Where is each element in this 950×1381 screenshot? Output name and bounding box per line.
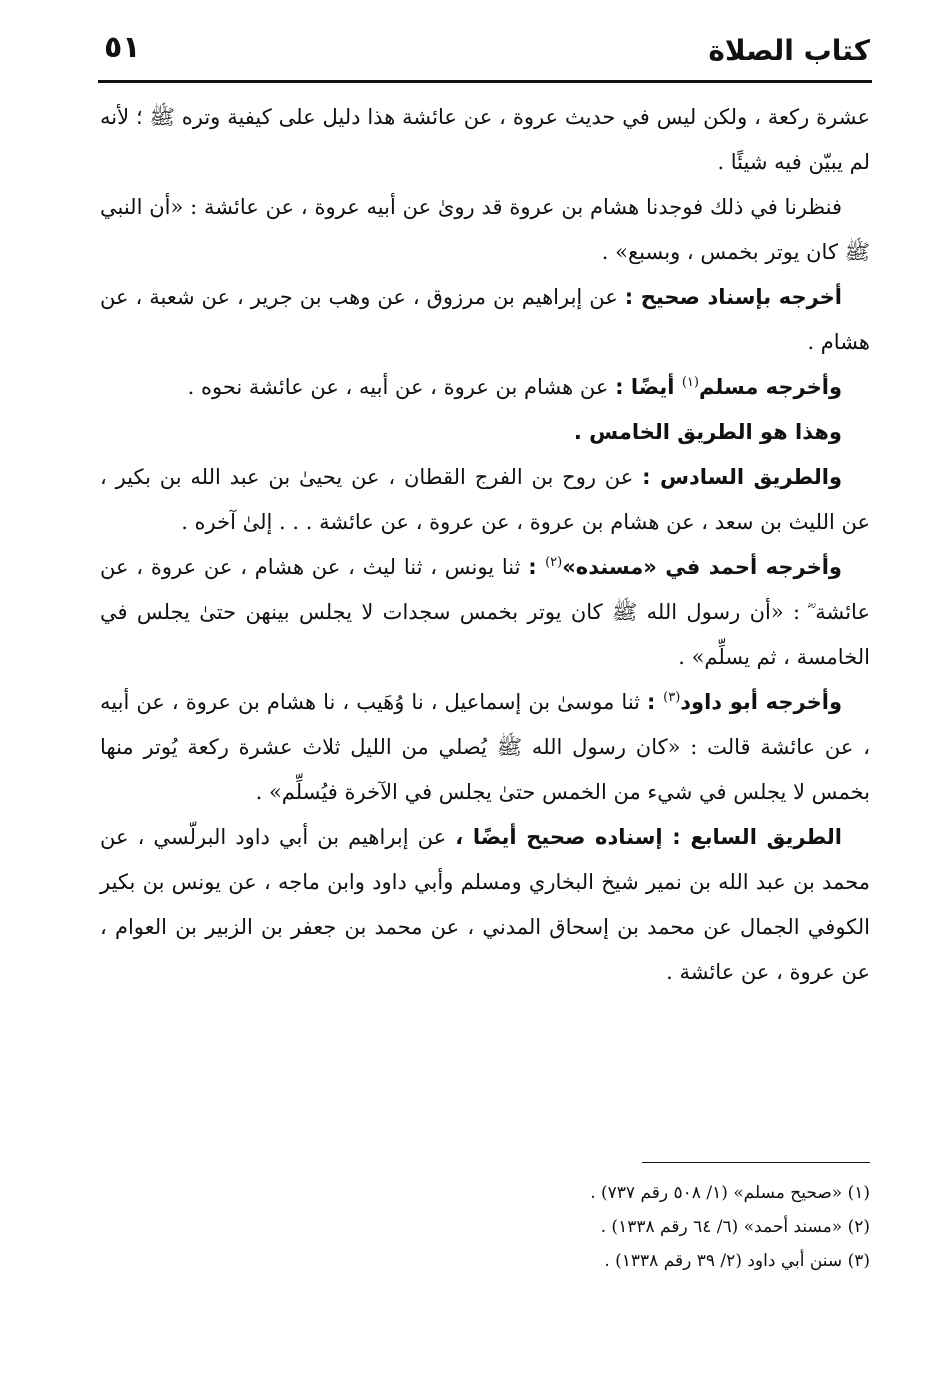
paragraph-lead: والطريق السادس : xyxy=(642,465,842,489)
running-header xyxy=(100,28,870,72)
paragraph-text: فنظرنا في ذلك فوجدنا هشام بن عروة قد روىٰ عن أبيه عروة ، عن عائشة : «أن النبي ﷺ كان يوتر بخمس ، وبسبع» . xyxy=(100,195,870,264)
paragraph-lead: أخرجه بإسناد صحيح : xyxy=(624,285,842,309)
paragraph-lead: وأخرجه أحمد في «مسنده» xyxy=(562,555,842,579)
paragraph-lead: وهذا هو الطريق الخامس . xyxy=(573,420,842,444)
footnote: (١) «صحيح مسلم» (١/ ٥٠٨ رقم ٧٣٧) . xyxy=(590,1183,870,1203)
footnote-ref: (٢) xyxy=(545,555,563,570)
chapter-title: كتاب الصلاة xyxy=(708,34,870,67)
paragraph xyxy=(100,275,870,365)
paragraph xyxy=(100,410,870,455)
paragraph xyxy=(100,680,870,815)
paragraph-text: ثنا موسىٰ بن إسماعيل ، نا وُهَيب ، نا هشام بن عروة ، عن أبيه ، عن عائشة قالت : «كان رسول الله ﷺ يُصلي من الليل ثلاث عشرة ركعة يُوتر منها بخمس لا يجلس في شيء من الخمس حتىٰ يجلس في الآخرة فيُسلِّم» . xyxy=(100,690,870,804)
paragraph xyxy=(100,815,870,995)
paragraph-lead: وأخرجه أبو داود xyxy=(680,690,842,714)
paragraph-lead-2: أيضًا : xyxy=(615,375,682,399)
paragraph-lead: الطريق السابع : إسناده صحيح أيضًا ، xyxy=(455,825,842,849)
paragraph xyxy=(100,185,870,275)
footnote: (٣) سنن أبي داود (٢/ ٣٩ رقم ١٣٣٨) . xyxy=(604,1251,870,1271)
footnote: (٢) «مسند أحمد» (٦/ ٦٤ رقم ١٣٣٨) . xyxy=(600,1217,870,1237)
paragraph-text: عن هشام بن عروة ، عن أبيه ، عن عائشة نحوه . xyxy=(187,375,616,399)
header-divider xyxy=(98,80,872,83)
page-number: ٥١ xyxy=(104,30,141,65)
paragraph-text: عن إبراهيم بن أبي داود البرلّسي ، عن محمد بن عبد الله بن نمير شيخ البخاري ومسلم وأبي داود وابن ماجه ، عن يونس بن بكير الكوفي الجمال عن محمد بن إسحاق المدني ، عن محمد بن جعفر بن الزبير بن العوام ، عن عروة ، عن عائشة . xyxy=(100,825,870,984)
paragraph-lead-2: : xyxy=(647,690,664,714)
main-text xyxy=(100,95,870,995)
paragraph-lead-2: : xyxy=(528,555,546,579)
paragraph xyxy=(100,95,870,185)
footnote-divider xyxy=(642,1162,870,1163)
footnotes xyxy=(370,1176,870,1278)
footnote-ref: (٣) xyxy=(663,690,681,705)
paragraph-text: عن روح بن الفرج القطان ، عن يحيىٰ بن عبد الله بن بكير ، عن الليث بن سعد ، عن هشام بن عروة ، عن عروة ، عن عائشة . . . إلىٰ آخره . xyxy=(100,465,870,534)
footnote-ref: (١) xyxy=(681,375,699,390)
paragraph-lead: وأخرجه مسلم xyxy=(698,375,842,399)
paragraph-text: عن إبراهيم بن مرزوق ، عن وهب بن جرير ، عن شعبة ، عن هشام . xyxy=(100,285,870,354)
paragraph xyxy=(100,455,870,545)
paragraph xyxy=(100,365,870,410)
paragraph-text: ثنا يونس ، ثنا ليث ، عن هشام ، عن عروة ، عن عائشة ؓ : «أن رسول الله ﷺ كان يوتر بخمس سجدات لا يجلس بينهن حتىٰ يجلس في الخامسة ، ثم يسلِّم» . xyxy=(100,555,870,669)
paragraph xyxy=(100,545,870,680)
paragraph-text: عشرة ركعة ، ولكن ليس في حديث عروة ، عن عائشة هذا دليل على كيفية وتره ﷺ ؛ لأنه لم يبيّن فيه شيئًا . xyxy=(100,105,870,174)
